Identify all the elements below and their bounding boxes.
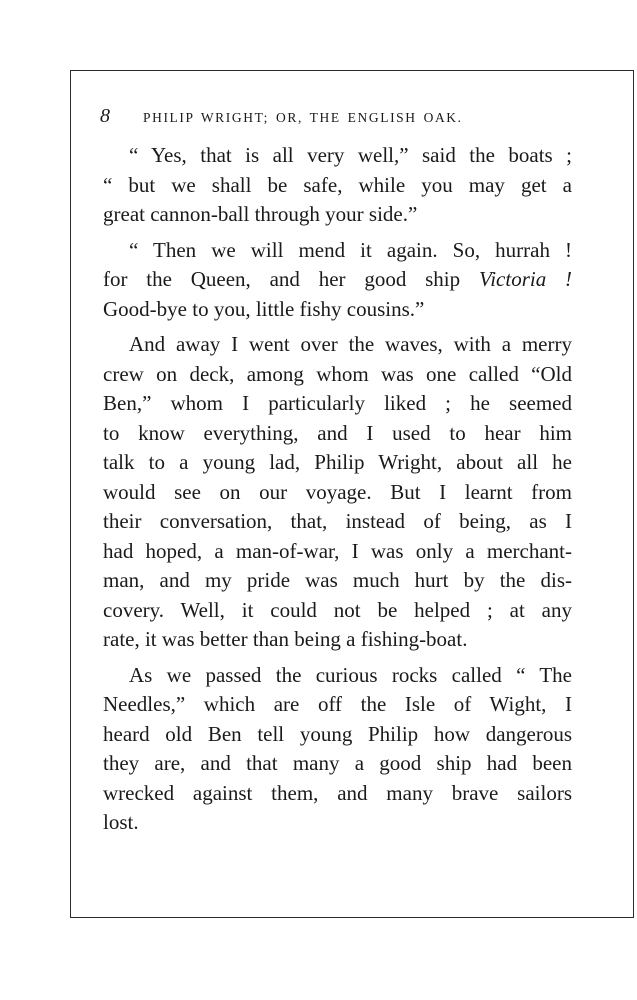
- body-text: [103, 141, 572, 838]
- text-line: to know everything, and I used to hear him: [103, 420, 572, 445]
- running-title: PHILIP WRIGHT; OR, THE ENGLISH OAK.: [143, 110, 463, 125]
- text-line: heard old Ben tell young Philip how dangerous: [103, 721, 572, 746]
- text-line: great cannon-ball through your side.”: [103, 202, 418, 226]
- text-line: covery. Well, it could not be helped ; at any: [103, 597, 572, 622]
- text-segment: for the Queen, and her good ship: [103, 267, 461, 291]
- text-line: they are, and that many a good ship had been: [103, 751, 572, 775]
- ship-name: Victoria !: [478, 267, 573, 291]
- text-line: wrecked against them, and many brave sailors: [103, 780, 572, 805]
- text-line: “ Then we will mend it again. So, hurrah !: [129, 237, 572, 262]
- running-header: [100, 104, 550, 132]
- text-line: lost.: [103, 810, 139, 834]
- text-line: rate, it was better than being a fishing-boat.: [103, 627, 468, 651]
- paragraph: [103, 141, 572, 230]
- text-line: As we passed the curious rocks called “ The: [129, 662, 572, 687]
- paragraph: [103, 661, 572, 838]
- text-line: “ Yes, that is all very well,” said the boats ;: [129, 143, 572, 167]
- text-line: talk to a young lad, Philip Wright, about all he: [103, 450, 572, 474]
- text-line: And away I went over the waves, with a merry: [129, 332, 572, 356]
- text-line: man, and my pride was much hurt by the dis-: [103, 568, 572, 592]
- text-line: would see on our voyage. But I learnt from: [103, 479, 572, 504]
- text-line: Good-bye to you, little fishy cousins.”: [103, 296, 425, 321]
- text-line-with-ship-name: [103, 265, 572, 295]
- text-line: Needles,” which are off the Isle of Wight, I: [103, 692, 572, 716]
- text-line: had hoped, a man-of-war, I was only a merchant-: [103, 538, 572, 563]
- paragraph: [103, 236, 572, 325]
- paragraph: [103, 330, 572, 655]
- text-line: crew on deck, among whom was one called “Old: [103, 361, 572, 386]
- text-line: Ben,” whom I particularly liked ; he seemed: [103, 391, 572, 415]
- text-line: “ but we shall be safe, while you may get a: [103, 172, 572, 197]
- page-number: 8: [100, 105, 110, 127]
- text-line: their conversation, that, instead of being, as I: [103, 509, 572, 533]
